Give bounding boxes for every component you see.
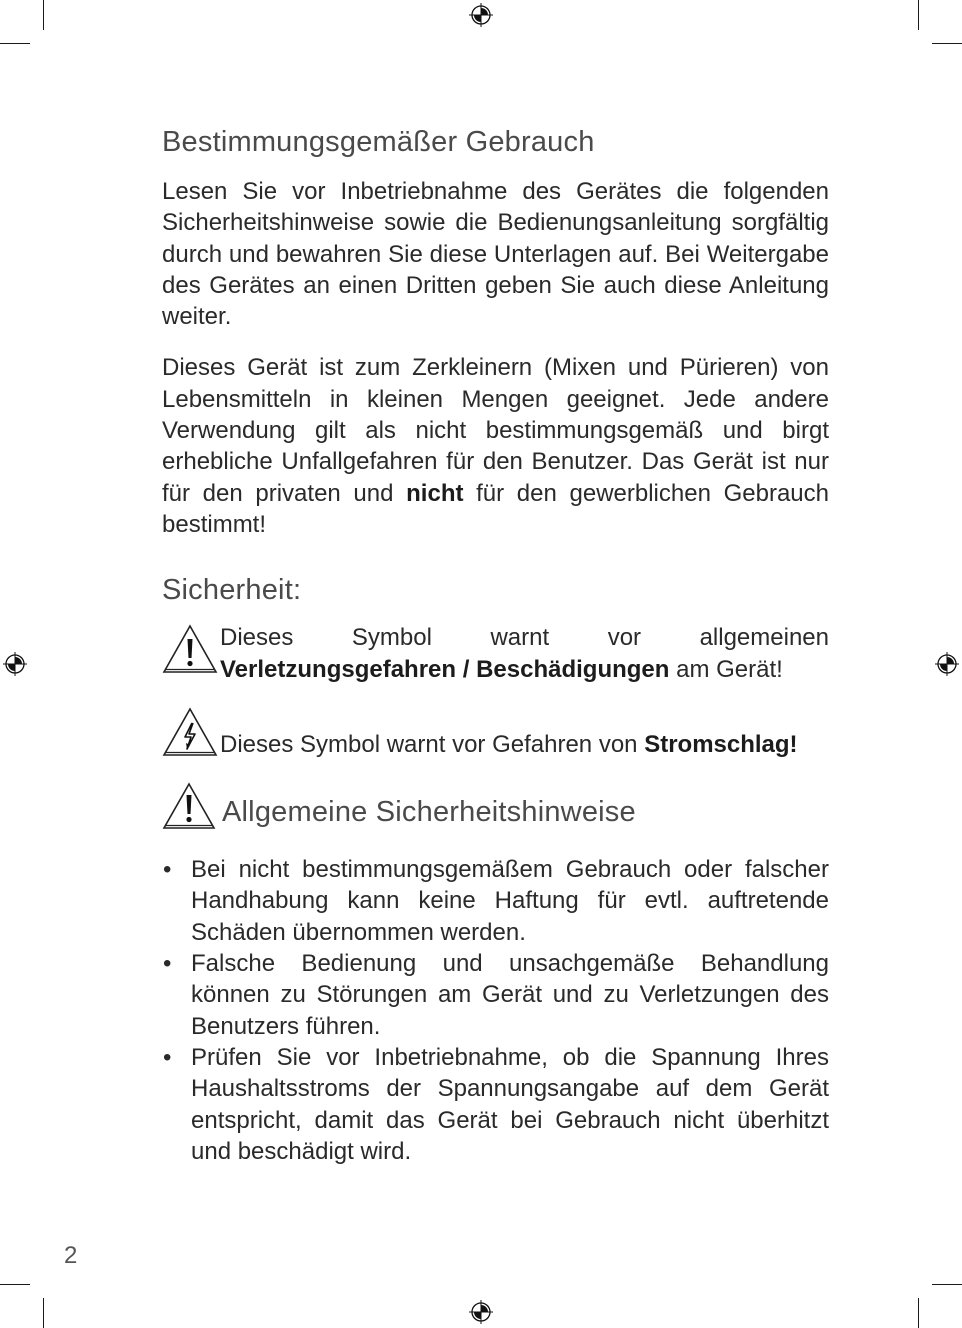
section-title-intended-use: Bestimmungsgemäßer Gebrauch xyxy=(162,126,595,158)
registration-mark-icon xyxy=(2,651,28,677)
bullet-text: Bei nicht bestimmungsgemäßem Gebrauch oder falscher Handhabung kann keine Haftung für evtl. auftretende Schäden übernommen werden. xyxy=(191,856,829,946)
section-title-general-safety: Allgemeine Sicherheitshinweise xyxy=(222,796,636,829)
crop-mark xyxy=(0,43,30,44)
bullet: • xyxy=(163,950,172,978)
page-number: 2 xyxy=(64,1242,78,1269)
crop-mark xyxy=(43,1298,44,1328)
crop-mark xyxy=(932,1284,962,1285)
emphasis-injury: Verletzungsgefahren / Beschädigungen xyxy=(220,655,670,683)
warning-triangle-icon xyxy=(162,624,218,674)
symbol2-text: Dieses Symbol warnt vor Gefahren von Stromschlag! xyxy=(220,730,798,758)
electric-shock-warning-icon xyxy=(162,707,218,757)
section-title-safety: Sicherheit: xyxy=(162,574,302,607)
safety-bullet-list xyxy=(162,854,829,1167)
crop-mark xyxy=(918,1298,919,1328)
registration-mark-icon xyxy=(468,2,494,28)
crop-mark xyxy=(43,0,44,30)
general-safety-header xyxy=(162,782,829,832)
symbol-row-electric-shock xyxy=(162,707,829,760)
emphasis-not: nicht xyxy=(406,479,464,507)
list-item xyxy=(162,1042,829,1167)
emphasis-electric-shock: Stromschlag! xyxy=(644,730,798,758)
crop-mark xyxy=(0,1284,30,1285)
symbol-row-general-warning xyxy=(162,622,829,685)
registration-mark-icon xyxy=(468,1299,494,1325)
symbol1-text: Dieses Symbol warnt vor allgemeinen Verletzungsgefahren / Beschädigungen am Gerät! xyxy=(220,624,829,683)
bullet: • xyxy=(163,856,172,884)
crop-mark xyxy=(932,43,962,44)
usage-paragraph: Dieses Gerät ist zum Zerkleinern (Mixen und Pürieren) von Lebensmitteln in kleinen Mengen geeignet. Jede andere Verwendung gilt als nicht bestimmungsgemäß und birgt erhebliche Unfallgefahren für den Benutzer. Das Gerät ist nur für den privaten und nicht für den gewerblichen Gebrauch bestimmt! xyxy=(162,354,829,538)
page-content xyxy=(162,122,829,1167)
crop-mark xyxy=(918,0,919,30)
bullet-text: Falsche Bedienung und unsachgemäße Behandlung können zu Störungen am Gerät und zu Verletzungen des Benutzers führen. xyxy=(191,950,829,1040)
list-item xyxy=(162,854,829,948)
intro-paragraph: Lesen Sie vor Inbetriebnahme des Gerätes die folgenden Sicherheitshinweise sowie die Bedienungsanleitung sorgfältig durch und bewahren Sie diese Unterlagen auf. Bei Weitergabe des Gerätes an einen Dritten geben Sie auch diese Anleitung weiter. xyxy=(162,178,829,331)
bullet-text: Prüfen Sie vor Inbetriebnahme, ob die Spannung Ihres Haushaltsstroms der Spannungsangabe auf dem Gerät entspricht, damit das Gerät bei Gebrauch nicht überhitzt und beschädigt wird. xyxy=(191,1043,829,1165)
registration-mark-icon xyxy=(934,651,960,677)
list-item xyxy=(162,948,829,1042)
bullet: • xyxy=(163,1043,172,1071)
warning-triangle-icon xyxy=(162,782,216,830)
